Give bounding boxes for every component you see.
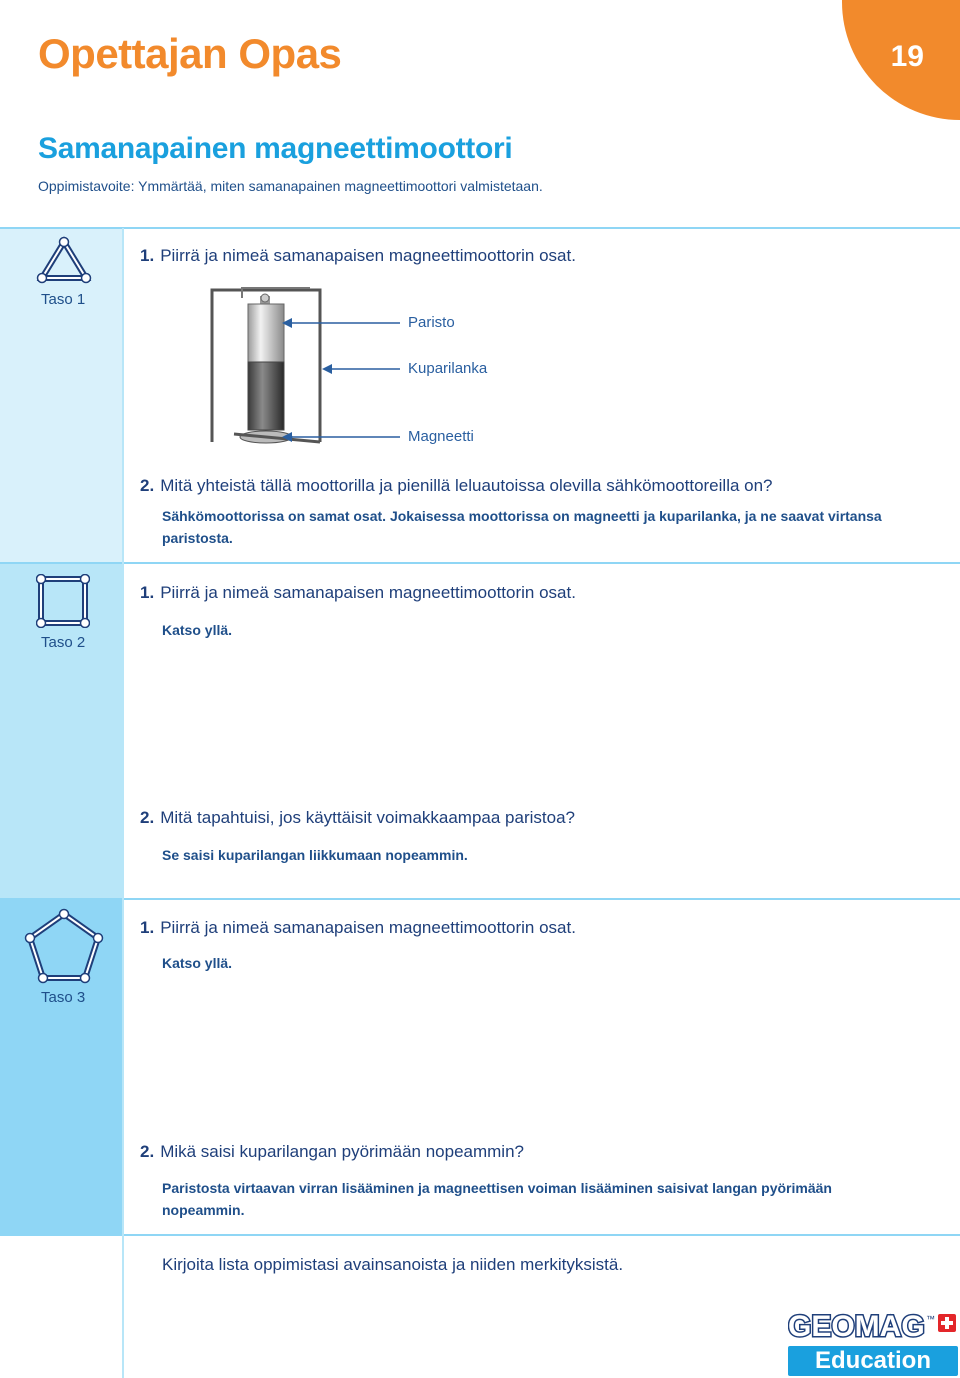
divider [0, 898, 960, 900]
question: 2. Mikä saisi kuparilangan pyörimään nopeammin? [140, 1142, 524, 1161]
geomag-logo [788, 1310, 958, 1342]
level-label: Taso 2 [41, 634, 86, 651]
level-2-band [0, 564, 960, 898]
footer-task: Kirjoita lista oppimistasi avainsanoista ja niiden merkityksistä. [162, 1255, 624, 1274]
pentagon-icon [24, 908, 104, 984]
question: 1. Piirrä ja nimeä samanapaisen magneettimoottorin osat. [140, 583, 576, 602]
guide-title: Opettajan Opas [38, 30, 342, 77]
section-title: Samanapainen magneettimoottori [38, 132, 513, 165]
triangle-icon [36, 236, 92, 286]
answer: Katso yllä. [162, 955, 233, 971]
divider [122, 228, 124, 1378]
page-number: 19 [890, 40, 924, 73]
svg-text:GEOMAG: GEOMAG [788, 1310, 925, 1342]
answer: Katso yllä. [162, 622, 233, 638]
level-label: Taso 3 [41, 989, 86, 1006]
learning-objective: Oppimistavoite: Ymmärtää, miten samanapainen magneettimoottori valmistetaan. [38, 178, 543, 194]
label-magnet: Magneetti [408, 428, 474, 445]
answer: Paristosta virtaavan virran lisääminen ja magneettisen voiman lisääminen saisivat langan pyörimään nopeammin. [162, 1180, 832, 1218]
answer: Sähkömoottorissa on samat osat. Jokaisessa moottorissa on magneetti ja kuparilanka, ja ne saavat virtansa paristosta. [162, 508, 882, 546]
divider [0, 227, 960, 229]
level-label: Taso 1 [41, 291, 86, 308]
education-badge: Education [788, 1346, 958, 1376]
question: 1. Piirrä ja nimeä samanapaisen magneettimoottorin osat. [140, 918, 576, 937]
question: 1. Piirrä ja nimeä samanapaisen magneettimoottorin osat. [140, 246, 576, 265]
answer: Se saisi kuparilangan liikkumaan nopeammin. [162, 847, 468, 863]
square-icon [36, 574, 90, 628]
label-battery: Paristo [408, 314, 455, 331]
question: 2. Mitä yhteistä tällä moottorilla ja pienillä leluautoissa olevilla sähkömoottoreilla on? [140, 476, 773, 495]
label-copper-wire: Kuparilanka [408, 360, 488, 377]
label-arrows [280, 310, 402, 445]
divider [0, 562, 960, 564]
divider [0, 1234, 960, 1236]
question: 2. Mitä tapahtuisi, jos käyttäisit voimakkaampaa paristoa? [140, 808, 575, 827]
svg-text:™: ™ [926, 1314, 935, 1324]
